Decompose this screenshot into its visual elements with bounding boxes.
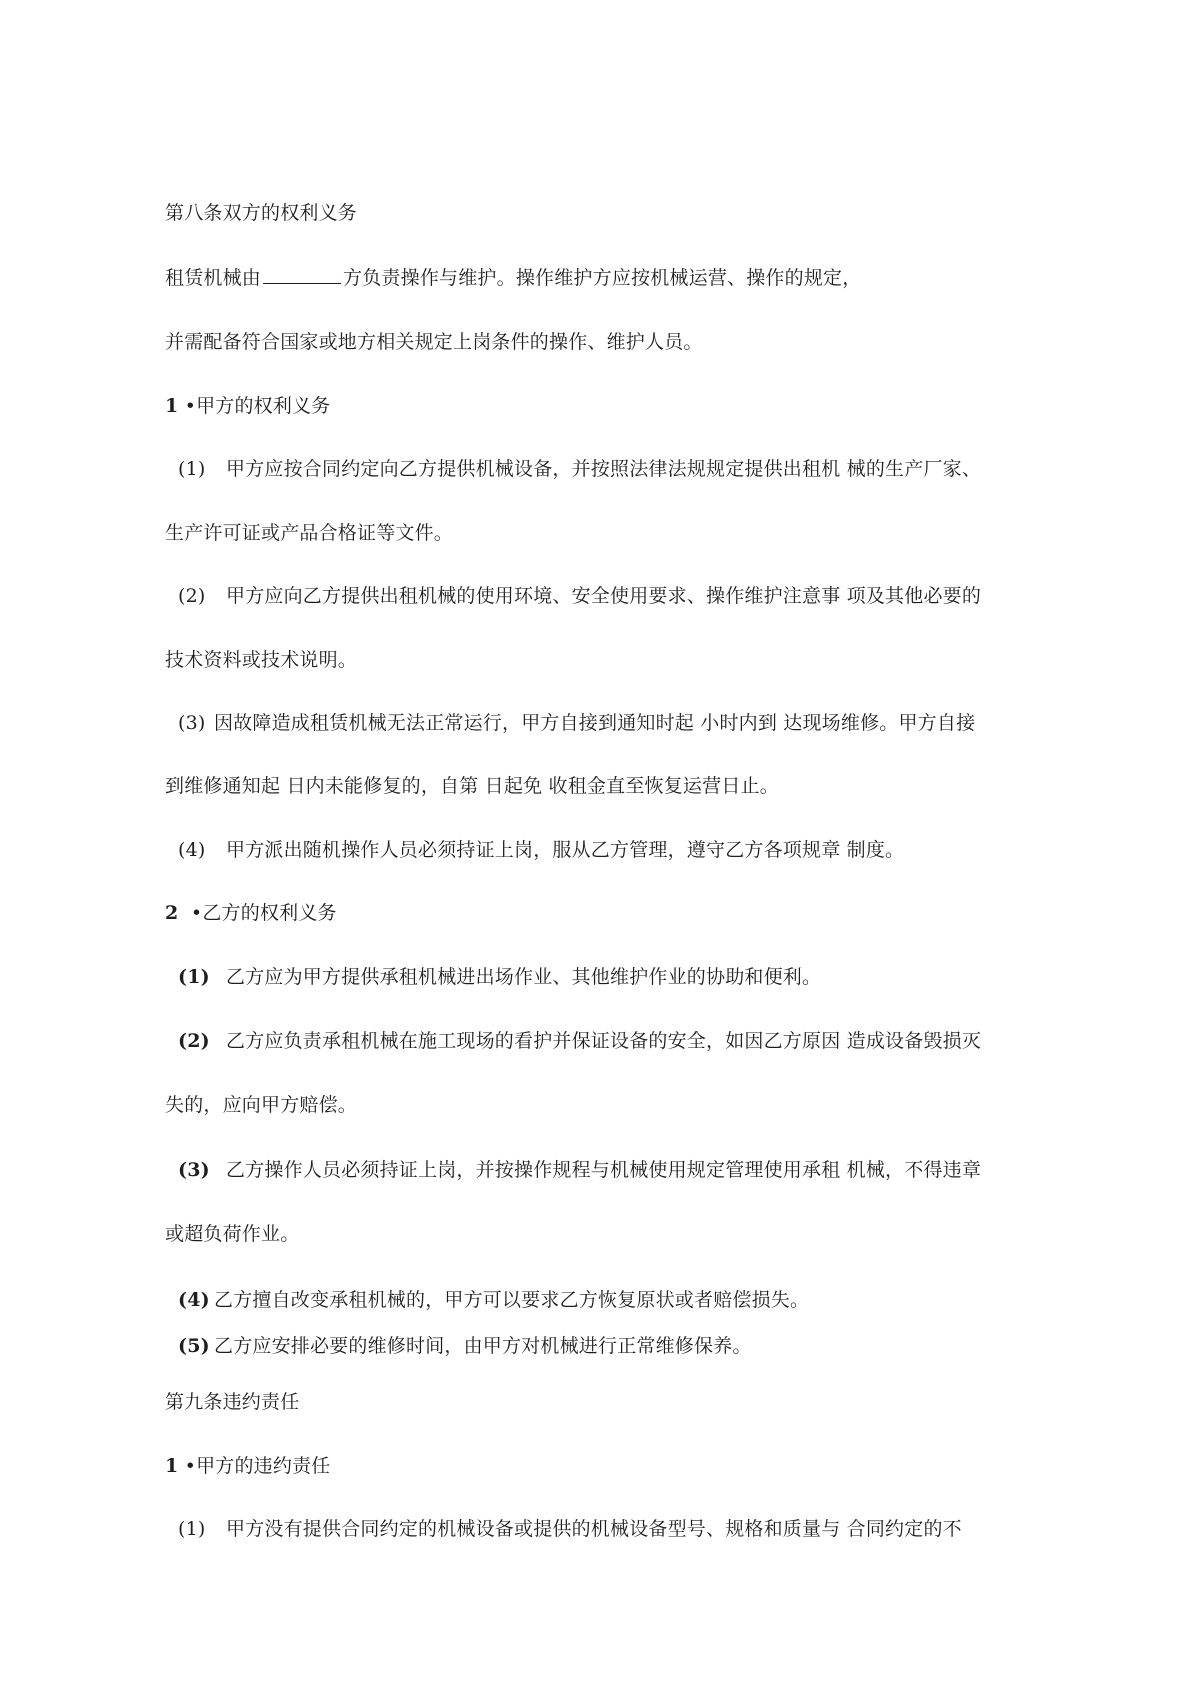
sec1-item-3: (3) 因故障造成租赁机械无法正常运行，甲方自接到通知时起 小时内到 达现场维修。甲方自接 xyxy=(178,712,976,734)
sec1-item-1-cont: 生产许可证或产品合格证等文件。 xyxy=(165,522,454,544)
sec2-item-2: (2) 乙方应负责承租机械在施工现场的看护并保证设备的安全，如因乙方原因 造成设备毁损灭 xyxy=(178,1030,982,1052)
section-1-heading: 1 •甲方的权利义务 xyxy=(165,395,331,417)
section-2-heading: 2 •乙方的权利义务 xyxy=(165,902,337,924)
sec2-item-3: (3) 乙方操作人员必须持证上岗，并按操作规程与机械使用规定管理使用承租 机械，不得违章 xyxy=(178,1159,982,1181)
section-3-heading: 1 •甲方的违约责任 xyxy=(165,1455,331,1477)
sec2-item-5: (5) 乙方应安排必要的维修时间，由甲方对机械进行正常维修保养。 xyxy=(178,1335,752,1357)
sec1-item-1: (1) 甲方应按合同约定向乙方提供机械设备，并按照法律法规规定提供出租机 械的生产厂家、 xyxy=(178,458,982,480)
intro-line-1: 租赁机械由 方负责操作与维护。操作维护方应按机械运营、操作的规定， xyxy=(165,267,862,289)
sec1-item-2-cont: 技术资料或技术说明。 xyxy=(165,649,358,671)
sec3-item-1: (1) 甲方没有提供合同约定的机械设备或提供的机械设备型号、规格和质量与 合同约定的不 xyxy=(178,1518,962,1540)
article-9-heading: 第九条违约责任 xyxy=(165,1391,300,1413)
fill-in-blank xyxy=(263,265,341,284)
sec1-item-2: (2) 甲方应向乙方提供出租机械的使用环境、安全使用要求、操作维护注意事 项及其他必要的 xyxy=(178,585,982,607)
sec2-item-4: (4) 乙方擅自改变承租机械的，甲方可以要求乙方恢复原状或者赔偿损失。 xyxy=(178,1289,810,1311)
article-8-heading: 第八条双方的权利义务 xyxy=(165,202,358,224)
sec2-item-3-cont: 或超负荷作业。 xyxy=(165,1223,300,1245)
intro-line-2: 并需配备符合国家或地方相关规定上岗条件的操作、维护人员。 xyxy=(165,331,703,353)
sec2-item-1: (1) 乙方应为甲方提供承租机械进出场作业、其他维护作业的协助和便利。 xyxy=(178,966,822,988)
sec1-item-4: (4) 甲方派出随机操作人员必须持证上岗，服从乙方管理，遵守乙方各项规章 制度。 xyxy=(178,839,905,861)
sec2-item-2-cont: 失的，应向甲方赔偿。 xyxy=(165,1094,358,1116)
sec1-item-3-cont: 到维修通知起 日内未能修复的，自第 日起免 收租金直至恢复运营日止。 xyxy=(165,775,779,797)
